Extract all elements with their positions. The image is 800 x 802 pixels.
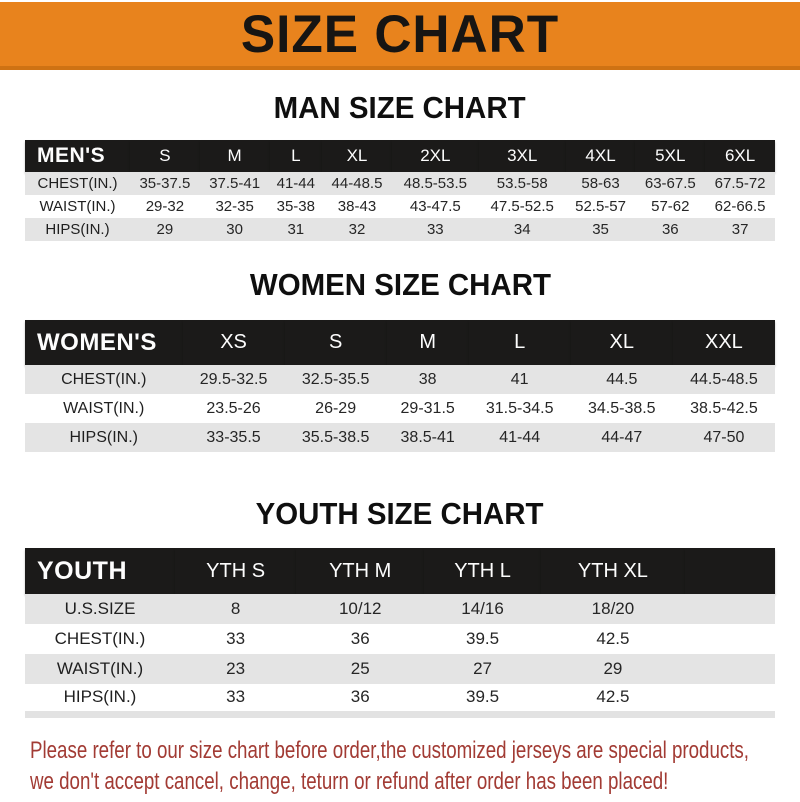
man-size-chart-section [0, 92, 800, 241]
column-header: YTH XL [541, 548, 685, 594]
size-cell: 23.5-26 [206, 399, 261, 417]
size-cell: 41 [469, 365, 571, 394]
size-cell: 27 [424, 654, 541, 684]
column-header: XS [183, 320, 285, 365]
row-label: HIPS(IN.) [63, 687, 137, 707]
man-size-chart-title [0, 92, 800, 123]
size-cell: 14/16 [424, 594, 541, 624]
women-size-table-head [25, 320, 775, 365]
size-cell: 41-44 [270, 172, 323, 195]
size-cell: 39.5 [465, 629, 500, 648]
row-label: WAIST(IN.) [63, 399, 145, 417]
size-cell: 36 [635, 218, 705, 241]
man-size-table-body [25, 172, 775, 241]
column-header: L [469, 320, 571, 365]
size-cell: 38.5-42.5 [690, 399, 758, 417]
size-cell: 47-50 [673, 423, 775, 452]
size-cell: 38 [387, 365, 469, 394]
man-size-table [25, 140, 775, 241]
women-size-chart-title-text: WOMEN SIZE CHART [249, 267, 551, 302]
table-header-label: MEN'S [25, 140, 130, 172]
size-cell: 33 [226, 629, 246, 648]
disclaimer-line-1: Please refer to our size chart before order,the customized jerseys are special products, [30, 736, 750, 764]
column-header: 4XL [566, 140, 636, 172]
women-size-table [25, 320, 775, 452]
size-cell: 35-37.5 [130, 172, 200, 195]
table-row [25, 394, 775, 423]
size-cell: 44-48.5 [322, 172, 392, 195]
table-header-row [25, 140, 775, 172]
table-row [25, 594, 775, 624]
women-size-table-body [25, 365, 775, 452]
column-header: 2XL [392, 140, 479, 172]
size-cell: 63-67.5 [635, 172, 705, 195]
row-label: HIPS(IN.) [25, 423, 183, 452]
column-header: YTH L [424, 548, 541, 594]
youth-size-table [25, 548, 775, 718]
size-cell: 62-66.5 [714, 198, 766, 215]
size-cell: 33 [226, 687, 246, 707]
banner-title: SIZE CHART [240, 4, 560, 64]
table-row [25, 365, 775, 394]
size-cell: 58-63 [566, 172, 636, 195]
filler-column [685, 548, 775, 594]
row-label: HIPS(IN.) [25, 218, 130, 241]
size-cell: 37.5-41 [200, 172, 270, 195]
size-cell: 23 [175, 654, 296, 684]
table-header-label: YOUTH [25, 548, 175, 594]
row-label: CHEST(IN.) [25, 365, 183, 394]
filler-cell [685, 624, 775, 654]
size-cell: 53.5-58 [479, 172, 566, 195]
column-header: L [270, 140, 323, 172]
filler-cell [685, 594, 775, 624]
size-cell: 10/12 [296, 594, 424, 624]
youth-size-table-head [25, 548, 775, 594]
column-header: 5XL [635, 140, 705, 172]
table-header-row [25, 320, 775, 365]
column-header: 6XL [705, 140, 775, 172]
disclaimer-line-2: we don't accept cancel, change, teturn or refund after order has been placed! [30, 768, 669, 796]
women-size-chart-section [0, 269, 800, 452]
size-cell: 36 [350, 629, 370, 648]
column-header: M [200, 140, 270, 172]
table-row [25, 624, 775, 654]
size-cell: 25 [296, 654, 424, 684]
table-row [25, 172, 775, 195]
table-row [25, 423, 775, 452]
size-cell: 52.5-57 [575, 198, 626, 215]
size-cell: 67.5-72 [705, 172, 775, 195]
row-label: CHEST(IN.) [54, 629, 146, 648]
size-cell: 31.5-34.5 [485, 399, 554, 417]
column-header: S [130, 140, 200, 172]
size-cell: 29 [130, 218, 200, 241]
row-label: WAIST(IN.) [39, 198, 116, 215]
order-disclaimer [30, 735, 800, 799]
size-cell: 35-38 [276, 198, 315, 215]
size-cell: 34 [479, 218, 566, 241]
size-cell: 18/20 [541, 594, 685, 624]
column-header: 3XL [479, 140, 566, 172]
size-cell: 32 [322, 218, 392, 241]
table-row [25, 218, 775, 241]
size-cell: 41-44 [469, 423, 571, 452]
column-header: XL [571, 320, 673, 365]
column-header: XXL [673, 320, 775, 365]
youth-size-chart-title [0, 498, 800, 529]
size-cell: 47.5-52.5 [490, 198, 554, 215]
size-cell: 44.5-48.5 [673, 365, 775, 394]
man-size-table-head [25, 140, 775, 172]
size-cell: 8 [175, 594, 296, 624]
women-size-chart-title [0, 269, 800, 300]
size-cell: 26-29 [315, 399, 357, 417]
size-cell: 31 [270, 218, 323, 241]
size-cell: 39.5 [465, 687, 500, 707]
size-chart-banner [0, 2, 800, 70]
size-cell: 29-32 [145, 198, 185, 215]
row-label: CHEST(IN.) [25, 172, 130, 195]
size-cell: 32-35 [215, 198, 254, 215]
size-cell: 44.5 [571, 365, 673, 394]
table-row [25, 654, 775, 684]
column-header: YTH S [175, 548, 296, 594]
size-cell: 35 [566, 218, 636, 241]
table-header-row [25, 548, 775, 594]
size-cell: 32.5-35.5 [285, 365, 387, 394]
size-cell: 36 [350, 687, 370, 707]
column-header: YTH M [296, 548, 424, 594]
size-chart-page [0, 2, 800, 802]
filler-cell [685, 654, 775, 684]
size-cell: 37 [705, 218, 775, 241]
youth-size-chart-title-text: YOUTH SIZE CHART [256, 496, 544, 531]
table-row [25, 684, 775, 714]
table-row [25, 195, 775, 218]
size-cell: 38-43 [337, 198, 377, 215]
size-cell: 29 [541, 654, 685, 684]
man-size-chart-title-text: MAN SIZE CHART [274, 90, 526, 125]
column-header: S [285, 320, 387, 365]
column-header: M [387, 320, 469, 365]
size-cell: 42.5 [596, 629, 630, 648]
size-cell: 34.5-38.5 [587, 399, 656, 417]
size-cell: 33-35.5 [183, 423, 285, 452]
size-cell: 44-47 [571, 423, 673, 452]
column-header: XL [322, 140, 392, 172]
youth-size-table-body [25, 594, 775, 714]
row-label: WAIST(IN.) [25, 654, 175, 684]
size-cell: 29.5-32.5 [183, 365, 285, 394]
youth-size-chart-section [0, 498, 800, 718]
size-cell: 35.5-38.5 [285, 423, 387, 452]
size-cell: 30 [200, 218, 270, 241]
table-header-label: WOMEN'S [25, 320, 183, 365]
size-cell: 43-47.5 [409, 198, 461, 215]
size-cell: 33 [392, 218, 479, 241]
size-cell: 48.5-53.5 [392, 172, 479, 195]
size-cell: 29-31.5 [400, 399, 455, 417]
size-cell: 38.5-41 [387, 423, 469, 452]
size-cell: 57-62 [651, 198, 690, 215]
size-cell: 42.5 [596, 687, 630, 707]
filler-cell [685, 684, 775, 714]
row-label: U.S.SIZE [25, 594, 175, 624]
